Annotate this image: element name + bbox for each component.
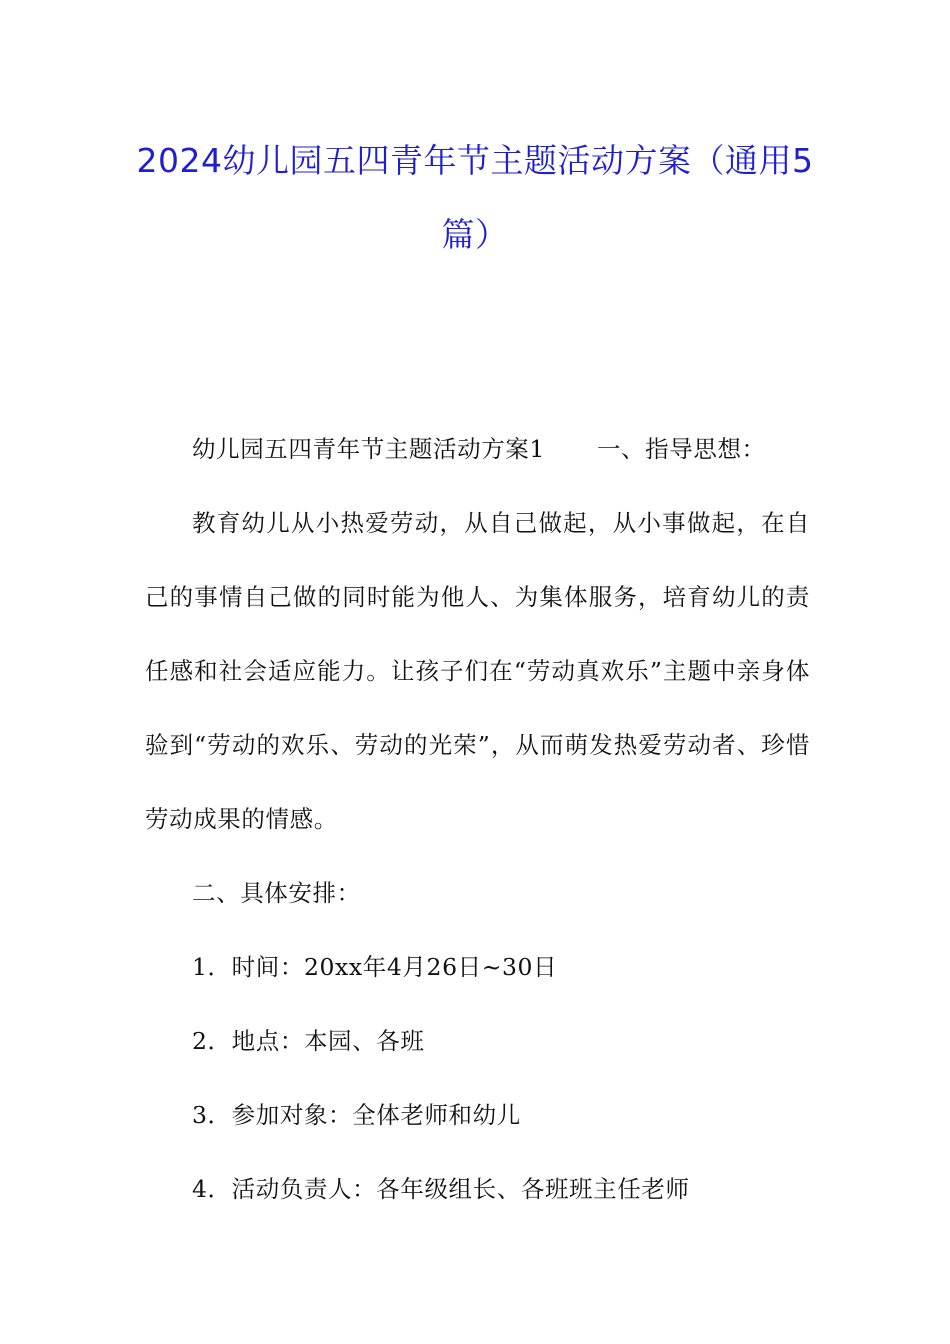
list-item-responsible: 4．活动负责人：各年级组长、各班班主任老师 [192,1175,690,1203]
list-item-time: 1．时间：20xx年4月26日~30日 [192,953,558,981]
document-title: 2024幼儿园五四青年节主题活动方案（通用5篇） [136,141,814,254]
paragraph-guiding-thought: 教育幼儿从小热爱劳动，从自己做起，从小事做起，在自己的事情自己做的同时能为他人、为集体服务，培育幼儿的责任感和社会适应能力。让孩子们在“劳动真欢乐”主题中亲身体验到“劳动的欢乐、劳动的光荣”，从而萌发热爱劳动者、珍惜劳动成果的情感。 [145,509,810,833]
plan-heading: 幼儿园五四青年节主题活动方案1 [192,435,545,463]
intro-line [145,412,810,486]
list-item-participants: 3．参加对象：全体老师和幼儿 [192,1101,521,1129]
list-item-location: 2．地点：本园、各班 [192,1027,425,1055]
section-heading-guiding-thought: 一、指导思想： [596,435,766,463]
section-heading-arrangement: 二、具体安排： [192,879,361,907]
document-body [145,412,810,1226]
